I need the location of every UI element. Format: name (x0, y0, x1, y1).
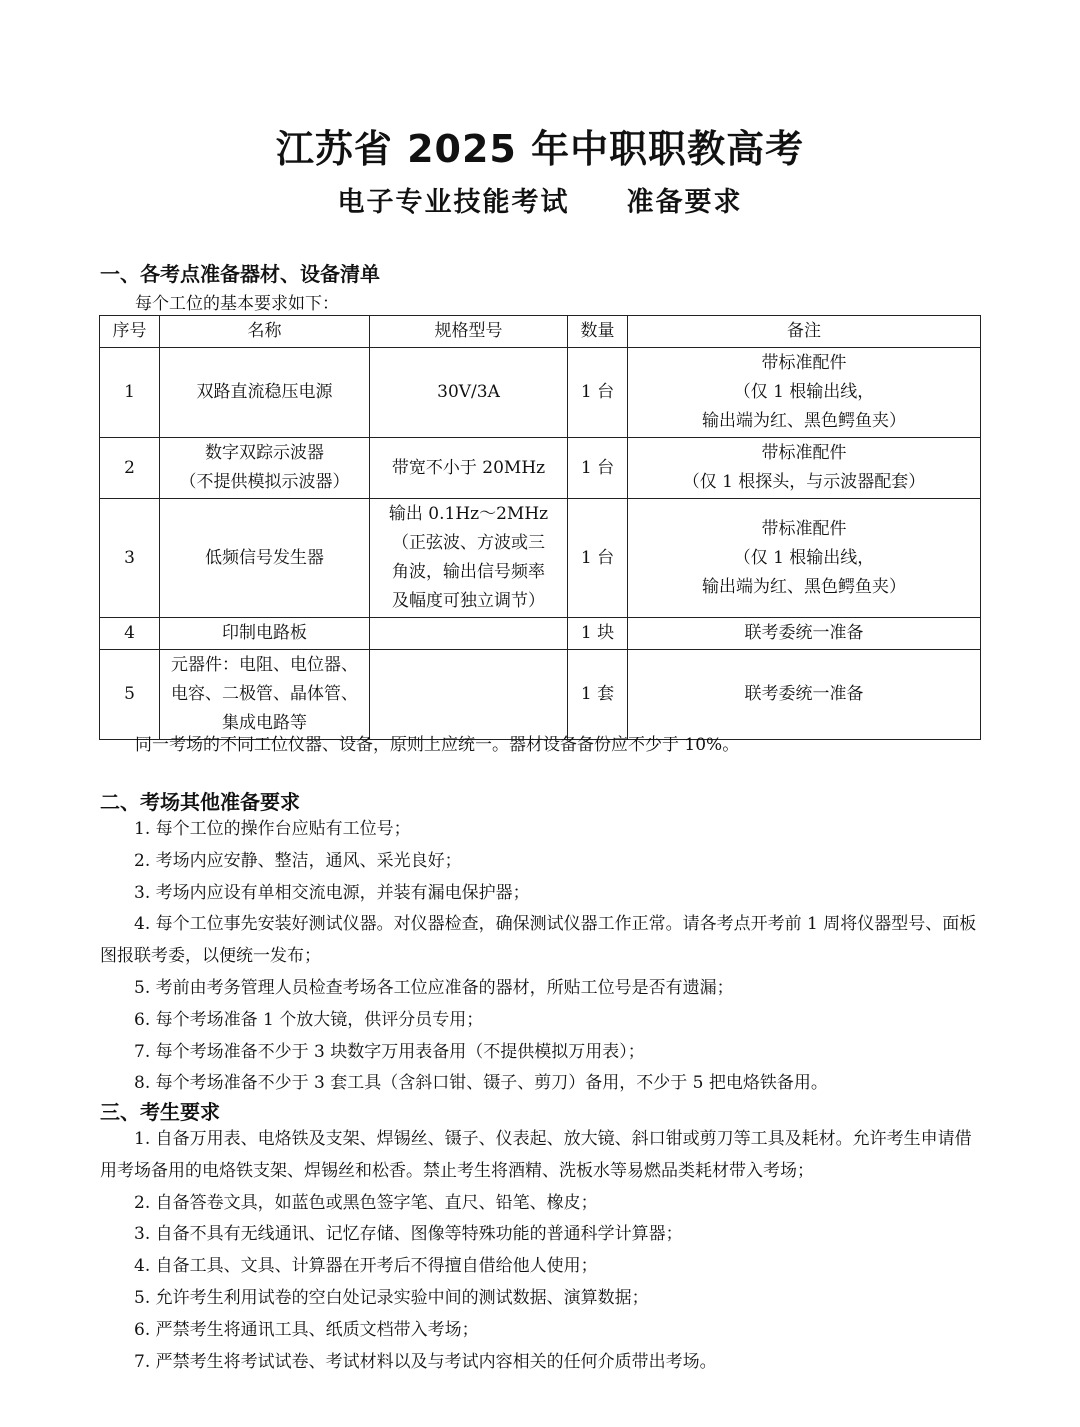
section2-list (100, 814, 982, 1100)
cell-line: 带标准配件 (761, 353, 847, 373)
cell-line: （仅 1 根输出线， (733, 547, 875, 568)
page-subtitle: 电子专业技能考试 准备要求 (337, 187, 743, 218)
cell-line: 带标准配件 (761, 518, 847, 539)
cell-spec (370, 499, 568, 618)
list-item: 1. 每个工位的操作台应贴有工位号； (134, 819, 411, 839)
list-item: 4. 每个工位事先安装好测试仪器。对仪器检查，确保测试仪器工作正常。请各考点开考前 1 周将仪器型号、面板图报联考委，以便统一发布； (100, 914, 977, 967)
cell-qty: 1 台 (568, 499, 628, 618)
list-item: 6. 严禁考生将通讯工具、纸质文档带入考场； (134, 1319, 479, 1340)
cell-line: 30V/3A (437, 382, 500, 402)
cell-no: 1 (100, 348, 160, 438)
cell-line: 带宽不小于 20MHz (391, 457, 546, 478)
list-item: 5. 考前由考务管理人员检查考场各工位应准备的器材，所贴工位号是否有遗漏； (134, 977, 734, 998)
cell-line: 输出 0.1Hz～2MHz (388, 504, 549, 524)
list-item: 5. 允许考生利用试卷的空白处记录实验中间的测试数据、演算数据； (134, 1287, 649, 1308)
cell-spec (370, 650, 568, 740)
list-item: 2. 自备答卷文具，如蓝色或黑色签字笔、直尺、铅笔、橡皮； (134, 1192, 598, 1213)
section3-list (100, 1124, 982, 1378)
cell-line: 双路直流稳压电源 (196, 382, 333, 402)
cell-no: 2 (100, 438, 160, 499)
list-item: 4. 自备工具、文具、计算器在开考后不得擅自借给他人使用； (134, 1256, 598, 1277)
cell-qty: 1 台 (568, 438, 628, 499)
cell-note (628, 618, 981, 650)
list-item: 7. 每个考场准备不少于 3 块数字万用表备用（不提供模拟万用表）； (134, 1041, 645, 1062)
cell-note (628, 348, 981, 438)
list-item: 2. 考场内应安静、整洁，通风、采光良好； (134, 850, 462, 871)
cell-note (628, 499, 981, 618)
section1-heading: 一、各考点准备器材、设备清单 (100, 262, 380, 286)
page-title: 江苏省 2025 年中职职教高考 (275, 127, 805, 171)
cell-note (628, 650, 981, 740)
cell-line: 集成电路等 (222, 713, 307, 733)
cell-qty: 1 台 (568, 348, 628, 438)
table-row (100, 348, 981, 438)
cell-line: 联考委统一准备 (744, 623, 864, 643)
cell-qty: 1 套 (568, 650, 628, 740)
column-header: 序号 (100, 316, 160, 348)
cell-line: 电容、二极管、晶体管、 (171, 684, 358, 704)
cell-name (160, 438, 370, 499)
cell-line: 角波，输出信号频率 (392, 562, 545, 582)
equipment-table (99, 315, 981, 740)
cell-spec (370, 618, 568, 650)
cell-no: 3 (100, 499, 160, 618)
section3-heading: 三、考生要求 (100, 1100, 220, 1124)
cell-line: （仅 1 根输出线， (733, 382, 875, 402)
cell-qty: 1 块 (568, 618, 628, 650)
table-header-row (100, 316, 981, 348)
table-row (100, 499, 981, 618)
list-item: 3. 考场内应设有单相交流电源，并装有漏电保护器； (134, 882, 530, 903)
cell-name (160, 499, 370, 618)
table-row (100, 438, 981, 499)
list-item: 8. 每个考场准备不少于 3 套工具（含斜口钳、镊子、剪刀）备用，不少于 5 把电烙铁备用。 (134, 1073, 828, 1094)
cell-name (160, 618, 370, 650)
section1-intro: 每个工位的基本要求如下： (135, 294, 339, 314)
list-item: 6. 每个考场准备 1 个放大镜，供评分员专用； (134, 1009, 484, 1030)
cell-line: 输出端为红、黑色鳄鱼夹） (702, 576, 906, 597)
column-header: 备注 (628, 316, 981, 348)
section1-footnote: 同一考场的不同工位仪器、设备，原则上应统一。器材设备备份应不少于 10%。 (135, 735, 740, 755)
cell-line: 及幅度可独立调节） (392, 591, 545, 611)
cell-line: （不提供模拟示波器） (179, 472, 350, 492)
cell-line: （仅 1 根探头，与示波器配套） (682, 472, 926, 492)
list-item: 7. 严禁考生将考试试卷、考试材料以及与考试内容相关的任何介质带出考场。 (134, 1351, 717, 1372)
cell-spec (370, 348, 568, 438)
cell-line: 数字双踪示波器 (205, 443, 324, 463)
cell-line: 低频信号发生器 (205, 547, 324, 568)
column-header: 规格型号 (370, 316, 568, 348)
column-header: 数量 (568, 316, 628, 348)
cell-name (160, 348, 370, 438)
cell-line: 带标准配件 (761, 443, 847, 463)
cell-line: 联考委统一准备 (744, 684, 864, 704)
cell-name (160, 650, 370, 740)
list-item: 1. 自备万用表、电烙铁及支架、焊锡丝、镊子、仪表起、放大镜、斜口钳或剪刀等工具及耗材。允许考生申请借用考场备用的电烙铁支架、焊锡丝和松香。禁止考生将酒精、洗板水等易燃品类耗材带入考场； (100, 1129, 972, 1181)
table-row (100, 650, 981, 740)
cell-line: 印制电路板 (222, 623, 307, 643)
table-row (100, 618, 981, 650)
list-item: 3. 自备不具有无线通讯、记忆存储、图像等特殊功能的普通科学计算器； (134, 1224, 683, 1245)
cell-line: （正弦波、方波或三 (392, 533, 545, 553)
cell-line: 输出端为红、黑色鳄鱼夹） (702, 411, 906, 431)
cell-line: 元器件：电阻、电位器、 (171, 655, 358, 675)
cell-no: 4 (100, 618, 160, 650)
cell-note (628, 438, 981, 499)
column-header: 名称 (160, 316, 370, 348)
cell-spec (370, 438, 568, 499)
section2-heading: 二、考场其他准备要求 (100, 790, 300, 814)
cell-no: 5 (100, 650, 160, 740)
